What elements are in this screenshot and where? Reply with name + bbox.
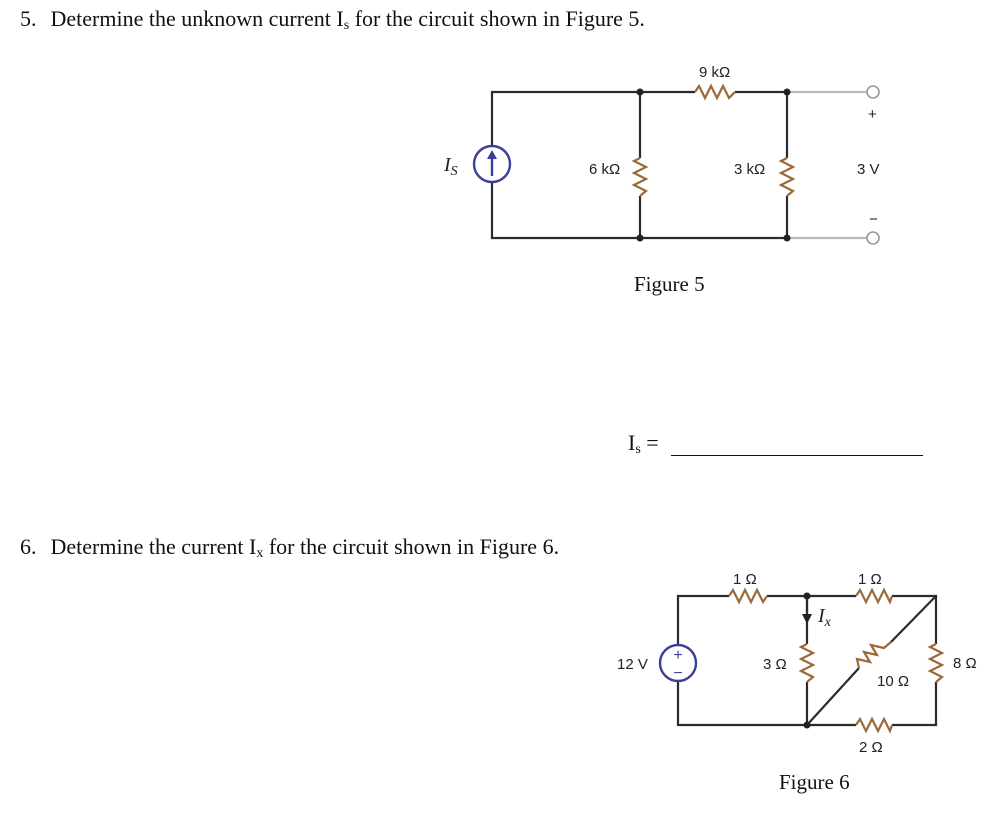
label-2: 2 Ω [859,739,883,756]
label-ix: $I_x$ [818,605,831,630]
figure-5-caption: Figure 5 [634,272,705,296]
label-9k: 9 kΩ [699,64,731,81]
arrow-down-icon [802,614,812,624]
answer-line: Is = [628,430,923,456]
svg-text:+: + [673,647,683,664]
resistor-1-right [856,590,892,602]
label-3v: 3 V [857,161,880,178]
resistor-8 [930,644,942,682]
label-10: 10 Ω [877,673,910,690]
label-plus: + [868,106,877,123]
label-8: 8 Ω [953,655,977,672]
resistor-2 [856,719,892,731]
label-12v: 12 V [617,656,648,673]
question-5-text: 5. Determine the unknown current Is for the circuit shown in Figure 5. [20,6,645,33]
label-3k: 3 kΩ [734,161,766,178]
svg-text:−: − [673,665,683,682]
label-6k: 6 kΩ [589,161,621,178]
label-1-left: 1 Ω [733,571,757,588]
figure-6-caption: Figure 6 [779,770,850,794]
label-3: 3 Ω [763,656,787,673]
resistor-1-left [729,590,767,602]
resistor-3 [801,644,813,682]
question-6-text: 6. Determine the current Ix for the circuit shown in Figure 6. [20,534,560,561]
label-minus: − [869,211,878,228]
label-1-right: 1 Ω [858,571,882,588]
question-number: 6. [20,534,37,559]
question-number: 5. [20,6,37,31]
resistor-10 [857,642,891,668]
source-label: $I_S$ [444,154,458,179]
